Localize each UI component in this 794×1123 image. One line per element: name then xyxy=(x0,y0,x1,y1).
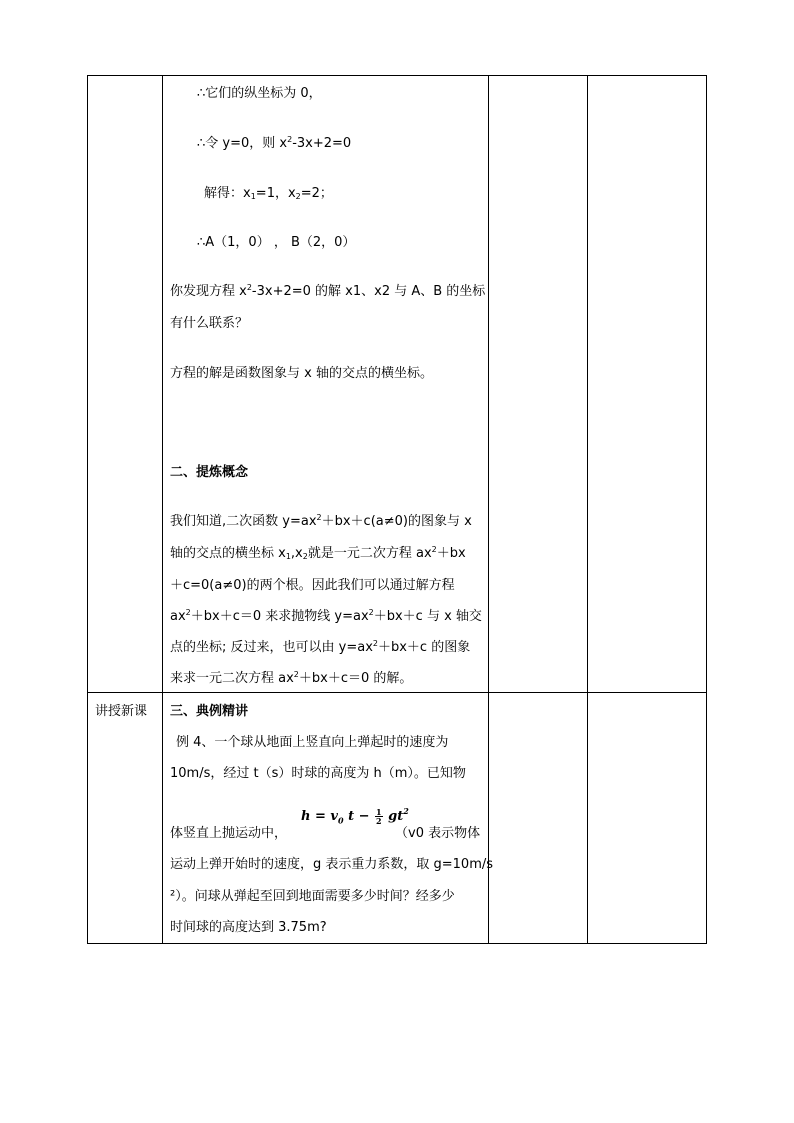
motion-formula: $h = v_0$ t − $\frac{1}{2}$ $gt^2$ xyxy=(301,806,409,826)
section-title-concepts: 二、提炼概念 xyxy=(170,465,249,480)
table-top-border xyxy=(87,75,707,76)
example-line-4: 运动上弹开始时的速度，g 表示重力系数，取 g=10m/s xyxy=(170,857,494,872)
question-line-2: 有什么联系？ xyxy=(170,316,249,331)
derivation-line-3: 解得：$x_1=1$，$x_2=2$； xyxy=(204,186,333,201)
concept-para-line-2: 轴的交点的横坐标 $x_1,x_2$就是一元二次方程 $ax^2+bx$ xyxy=(170,545,466,561)
example-line-5: ²）。问球从弹起至回到地面需要多少时间？经多少 xyxy=(170,889,455,904)
concept-para-line-6: 来求一元二次方程 $ax^2+bx+c=0$ 的解。 xyxy=(170,670,413,686)
table-bottom-border xyxy=(87,943,707,944)
one-half-fraction: $\frac{1}{2}$ xyxy=(376,807,382,826)
concept-para-line-3: ＋c=0(a≠0)的两个根。因此我们可以通过解方程 xyxy=(170,578,455,593)
table-col-divider-1 xyxy=(162,75,163,944)
concept-para-line-5: 点的坐标; 反过来，也可以由 $y=ax^2+bx+c$ 的图象 xyxy=(170,639,471,655)
table-col-divider-3 xyxy=(587,75,588,944)
derivation-line-1: ∴它们的纵坐标为 0， xyxy=(197,86,322,101)
example-line-3-tail: （v0 表示物体 xyxy=(395,826,481,841)
answer-line: 方程的解是函数图象与 x 轴的交点的横坐标。 xyxy=(170,366,433,381)
table-left-border xyxy=(87,75,88,944)
derivation-line-2: ∴令 y=0，则 $x^2-3x+2=0$ xyxy=(197,135,352,151)
question-line-1: 你发现方程 $x^2-3x+2=0$ 的解 x1、x2 与 A、B 的坐标 xyxy=(170,283,486,299)
example-line-2: 10m/s，经过 t（s）时球的高度为 h（m）。已知物 xyxy=(170,766,466,781)
table-right-border xyxy=(706,75,707,944)
concept-para-line-1: 我们知道,二次函数 $y=ax^2+bx+c(a\ne 0)$的图象与 x xyxy=(170,513,472,529)
table-col-divider-2 xyxy=(488,75,489,944)
example-line-1: 例 4、一个球从地面上竖直向上弹起时的速度为 xyxy=(176,735,449,750)
row-label-new-lesson: 讲授新课 xyxy=(95,704,148,719)
example-line-3: 体竖直上抛运动中， xyxy=(170,826,288,841)
example-line-6: 时间球的高度达到 3.75m? xyxy=(170,920,327,935)
table-row-divider xyxy=(87,692,707,693)
derivation-line-4: ∴A（1，0） ， B（2，0） xyxy=(197,235,356,250)
concept-para-line-4: $ax^2+bx+c=0$ 来求抛物线 $y=ax^2+bx+c$ 与 x 轴交 xyxy=(170,608,482,624)
section-title-examples: 三、典例精讲 xyxy=(170,704,249,719)
